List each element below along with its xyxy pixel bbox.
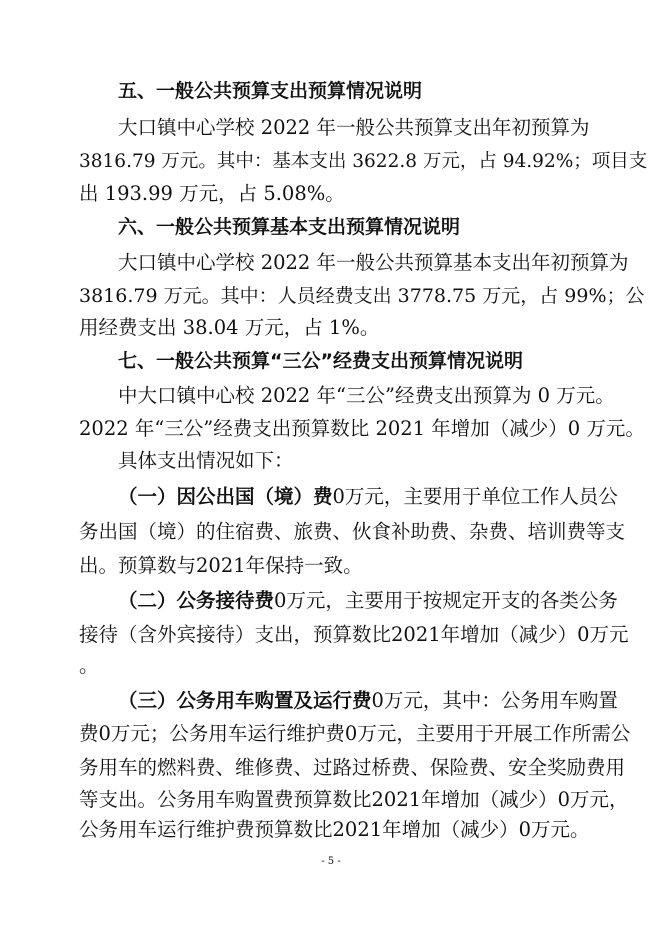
section-5-line-3: 出 193.99 万元，占 5.08%。 [79, 182, 345, 205]
section-5-heading: 五、一般公共预算支出预算情况说明 [118, 80, 423, 102]
item-3-first-line [118, 689, 618, 713]
section-6-line-3: 用经费支出 38.04 万元，占 1%。 [79, 316, 380, 339]
item-3-line-3: 务用车的燃料费、维修费、过路过桥费、保险费、安全奖励费用 [79, 756, 626, 779]
item-2-text: 0万元，主要用于按规定开支的各类公务 [274, 589, 618, 612]
section-7-heading: 七、一般公共预算“三公”经费支出预算情况说明 [118, 350, 523, 372]
item-1-line-3: 出。预算数与2021年保持一致。 [79, 554, 363, 577]
item-2-line-3: 。 [79, 654, 99, 677]
section-7-line-3: 具体支出情况如下： [118, 449, 294, 472]
section-7-line-1: 中大口镇中心校 2022 年“三公”经费支出预算为 0 万元。 [118, 384, 615, 407]
section-5-line-2: 3816.79 万元。其中：基本支出 3622.8 万元，占 94.92%；项目支 [79, 151, 648, 172]
item-1-line-2: 务出国（境）的住宿费、旅费、伙食补助费、杂费、培训费等支 [79, 520, 626, 543]
item-3-text: 0万元，其中：公务用车购置 [371, 689, 618, 712]
page-number: - 5 - [321, 856, 341, 867]
section-5-line-1: 大口镇中心学校 2022 年一般公共预算支出年初预算为 [118, 116, 590, 139]
item-3-line-2: 费0万元；公务用车运行维护费0万元，主要用于开展工作所需公 [79, 722, 631, 745]
section-6-line-1: 大口镇中心学校 2022 年一般公共预算基本支出年初预算为 [118, 251, 629, 274]
item-2-title: （二）公务接待费 [118, 589, 275, 612]
item-2-line-2: 接待（含外宾接待）支出，预算数比2021年增加（减少）0万元 [79, 623, 629, 646]
item-1-text: 0万元，主要用于单位工作人员公 [332, 485, 618, 508]
item-2-first-line [118, 589, 618, 613]
item-3-line-5: 公务用车运行维护费预算数比2021年增加（减少）0万元。 [79, 818, 590, 841]
item-1-first-line [118, 485, 618, 509]
section-6-heading: 六、一般公共预算基本支出预算情况说明 [118, 216, 461, 238]
item-1-title: （一）因公出国（境）费 [118, 485, 333, 508]
section-6-line-2: 3816.79 万元。其中：人员经费支出 3778.75 万元，占 99%；公 [79, 285, 645, 307]
section-7-line-2: 2022 年“三公”经费支出预算数比 2021 年增加（减少）0 万元。 [79, 417, 645, 440]
item-3-title: （三）公务用车购置及运行费 [118, 689, 372, 712]
item-3-line-4: 等支出。公务用车购置费预算数比2021年增加（减少）0万元， [79, 788, 629, 811]
